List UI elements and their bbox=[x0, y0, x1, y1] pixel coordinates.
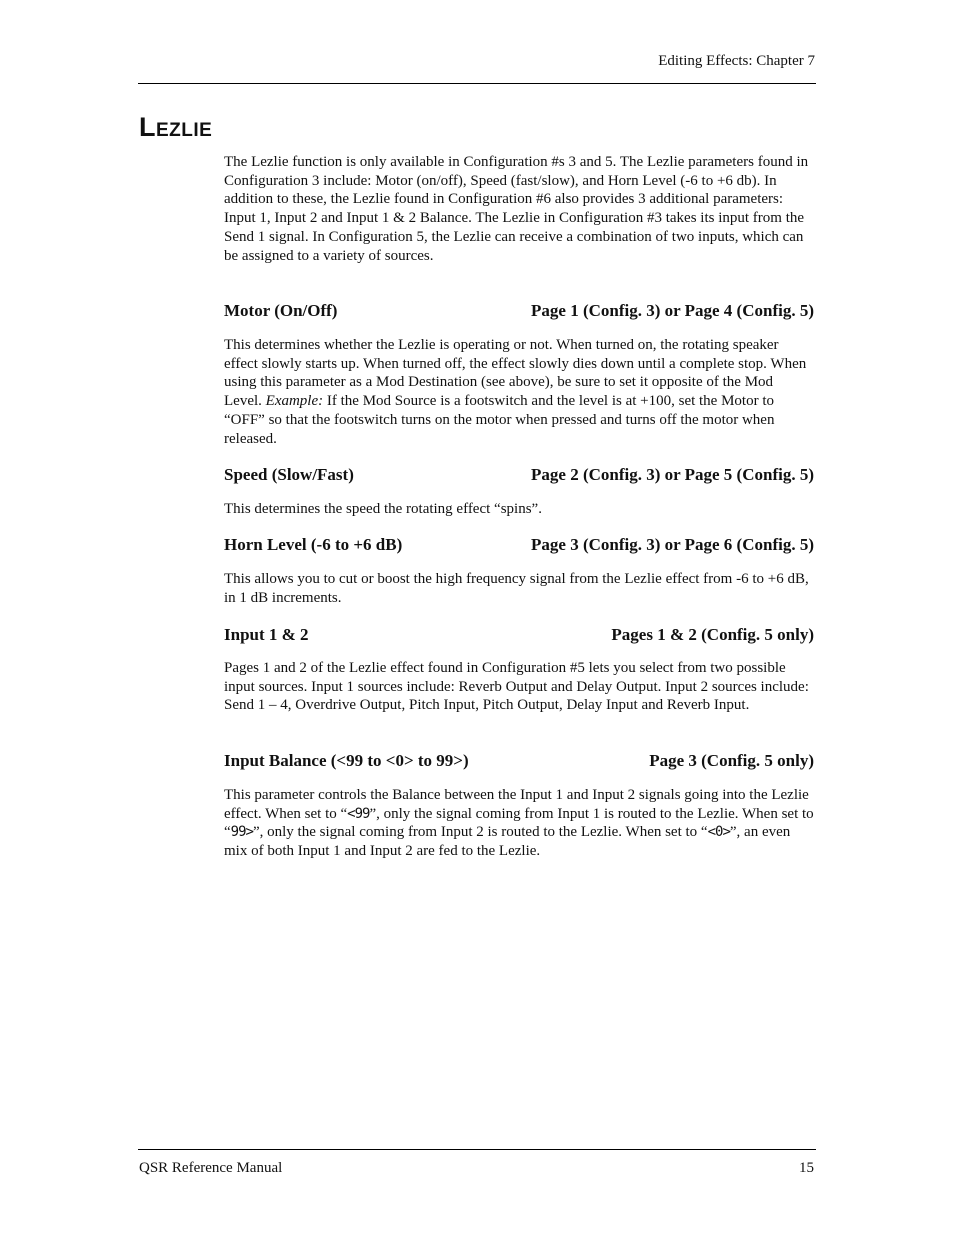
heading-balance-name: Input Balance (<99 to <0> to 99>) bbox=[224, 751, 469, 770]
heading-speed bbox=[224, 465, 814, 485]
header-rule bbox=[138, 83, 816, 84]
motor-example-label: Example: bbox=[265, 393, 324, 410]
paragraph-horn-level: This allows you to cut or boost the high frequency signal from the Lezlie effect from -6 to +6 dB, in 1 dB increments. bbox=[224, 571, 809, 606]
intro-paragraph: The Lezlie function is only available in Configuration #s 3 and 5. The Lezlie parameters found in Configuration 3 include: Motor (on/off), Speed (fast/slow), and Horn Level (-6 to +6 db). In addition to these, the Lezlie found in Configuration #6 also provides 3 additional parameters: Input 1, Input 2 and Input 1 & 2 Balance. The Lezlie in Configuration #3 takes its input from the Send 1 signal. In Configuration 5, the Lezlie can receive a combination of two inputs, which can be assigned to a variety of sources. bbox=[224, 154, 809, 264]
lcd-value-right: 99> bbox=[230, 824, 253, 841]
heading-speed-page: Page 2 (Config. 3) or Page 5 (Config. 5) bbox=[531, 465, 814, 484]
lcd-value-left: <99 bbox=[347, 805, 370, 822]
heading-input-page: Pages 1 & 2 (Config. 5 only) bbox=[611, 625, 814, 644]
balance-text-1: This parameter controls the Balance between the Input 1 and Input 2 signals going into the Lezlie effect. When set to “ bbox=[224, 787, 809, 822]
heading-motor bbox=[224, 301, 814, 321]
paragraph-speed: This determines the speed the rotating effect “spins”. bbox=[224, 501, 542, 517]
paragraph-input-balance bbox=[224, 786, 814, 861]
section-title: Lezlie bbox=[139, 112, 213, 142]
lcd-value-center: <0> bbox=[707, 824, 730, 841]
motor-text-2: If the Mod Source is a footswitch and the level is at +100, set the Motor to “OFF” so that the footswitch turns on the motor when pressed and turns off the motor when released. bbox=[224, 393, 775, 447]
footer-rule bbox=[138, 1149, 816, 1150]
heading-horn-name: Horn Level (-6 to +6 dB) bbox=[224, 535, 403, 554]
running-header: Editing Effects: Chapter 7 bbox=[658, 53, 815, 69]
paragraph-motor bbox=[224, 336, 814, 448]
paragraph-input-1-2: Pages 1 and 2 of the Lezlie effect found in Configuration #5 lets you select from two possible input sources. Input 1 sources include: Reverb Output and Delay Output. Input 2 sources include: Send 1 – 4, Overdrive Output, Pitch Input, Pitch Output, Delay Input and Reverb Input. bbox=[224, 660, 809, 714]
heading-input-balance bbox=[224, 751, 814, 771]
page-number: 15 bbox=[799, 1160, 814, 1176]
heading-speed-name: Speed (Slow/Fast) bbox=[224, 465, 354, 484]
heading-input-name: Input 1 & 2 bbox=[224, 625, 309, 644]
balance-text-3: ”, only the signal coming from Input 2 is routed to the Lezlie. When set to “ bbox=[252, 824, 708, 841]
heading-input-1-2 bbox=[224, 625, 814, 645]
balance-text-2: ”, only the signal coming from Input 1 is routed to the Lezlie. When set to “ bbox=[224, 805, 814, 841]
heading-horn-page: Page 3 (Config. 3) or Page 6 (Config. 5) bbox=[531, 535, 814, 554]
balance-text-4: ”, an even mix of both Input 1 and Input 2 are fed to the Lezlie. bbox=[224, 824, 791, 860]
motor-text-1: This determines whether the Lezlie is operating or not. When turned on, the rotating speaker effect slowly starts up. When turned off, the effect slowly dies down until a complete stop. When using this parameter as a Mod Destination (see above), be sure to set it opposite of the Mod Level. bbox=[224, 337, 807, 410]
footer-manual-title: QSR Reference Manual bbox=[139, 1160, 283, 1176]
heading-balance-page: Page 3 (Config. 5 only) bbox=[649, 751, 814, 770]
heading-motor-name: Motor (On/Off) bbox=[224, 301, 338, 320]
heading-horn-level bbox=[224, 535, 814, 555]
heading-motor-page: Page 1 (Config. 3) or Page 4 (Config. 5) bbox=[531, 301, 814, 320]
